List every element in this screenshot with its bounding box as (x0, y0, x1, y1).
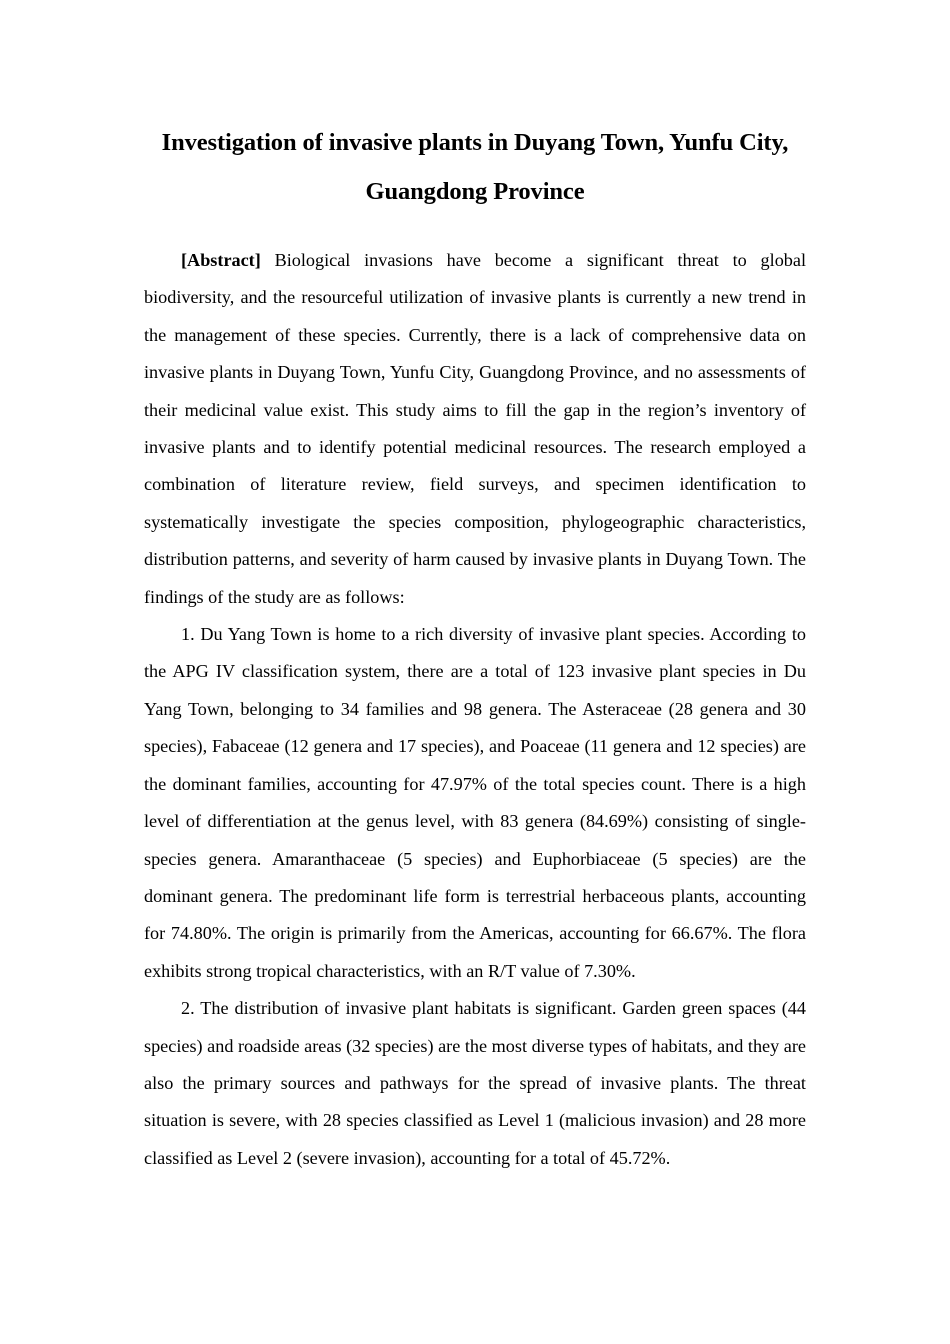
abstract-section (144, 242, 806, 1177)
finding-paragraph-1: 1. Du Yang Town is home to a rich diversity of invasive plant species. According to the APG IV classification system, there are a total of 123 invasive plant species in Du Yang Town, belonging to 34 families and 98 genera. The Asteraceae (28 genera and 30 species), Fabaceae (12 genera and 17 species), and Poaceae (11 genera and 12 species) are the dominant families, accounting for 47.97% of the total species count. There is a high level of differentiation at the genus level, with 83 genera (84.69%) consisting of single-species genera. Amaranthaceae (5 species) and Euphorbiaceae (5 species) are the dominant genera. The predominant life form is terrestrial herbaceous plants, accounting for 74.80%. The origin is primarily from the Americas, accounting for 66.67%. The flora exhibits strong tropical characteristics, with an R/T value of 7.30%. (144, 624, 806, 981)
paper-title (144, 118, 806, 216)
abstract-text: Biological invasions have become a significant threat to global biodiversity, and the resourceful utilization of invasive plants is currently a new trend in the management of these species. Currently, there is a lack of comprehensive data on invasive plants in Duyang Town, Yunfu City, Guangdong Province, and no assessments of their medicinal value exist. This study aims to fill the gap in the region’s inventory of invasive plants and to identify potential medicinal resources. The research employed a combination of literature review, field surveys, and specimen identification to systematically investigate the species composition, phylogeographic characteristics, distribution patterns, and severity of harm caused by invasive plants in Duyang Town. The findings of the study are as follows: (144, 250, 807, 607)
paper-title-line-1: Investigation of invasive plants in Duyang Town, Yunfu City, (161, 129, 789, 156)
finding-paragraph-2: 2. The distribution of invasive plant habitats is significant. Garden green spaces (44 species) and roadside areas (32 species) are the most diverse types of habitats, and they are also the primary sources and pathways for the spread of invasive plants. The threat situation is severe, with 28 species classified as Level 1 (malicious invasion) and 28 more classified as Level 2 (severe invasion), accounting for a total of 45.72%. (144, 998, 806, 1168)
abstract-label: [Abstract] (181, 250, 261, 270)
paper-title-line-2: Guangdong Province (365, 178, 585, 205)
abstract-paragraph (144, 242, 806, 616)
document-page (144, 118, 806, 1177)
